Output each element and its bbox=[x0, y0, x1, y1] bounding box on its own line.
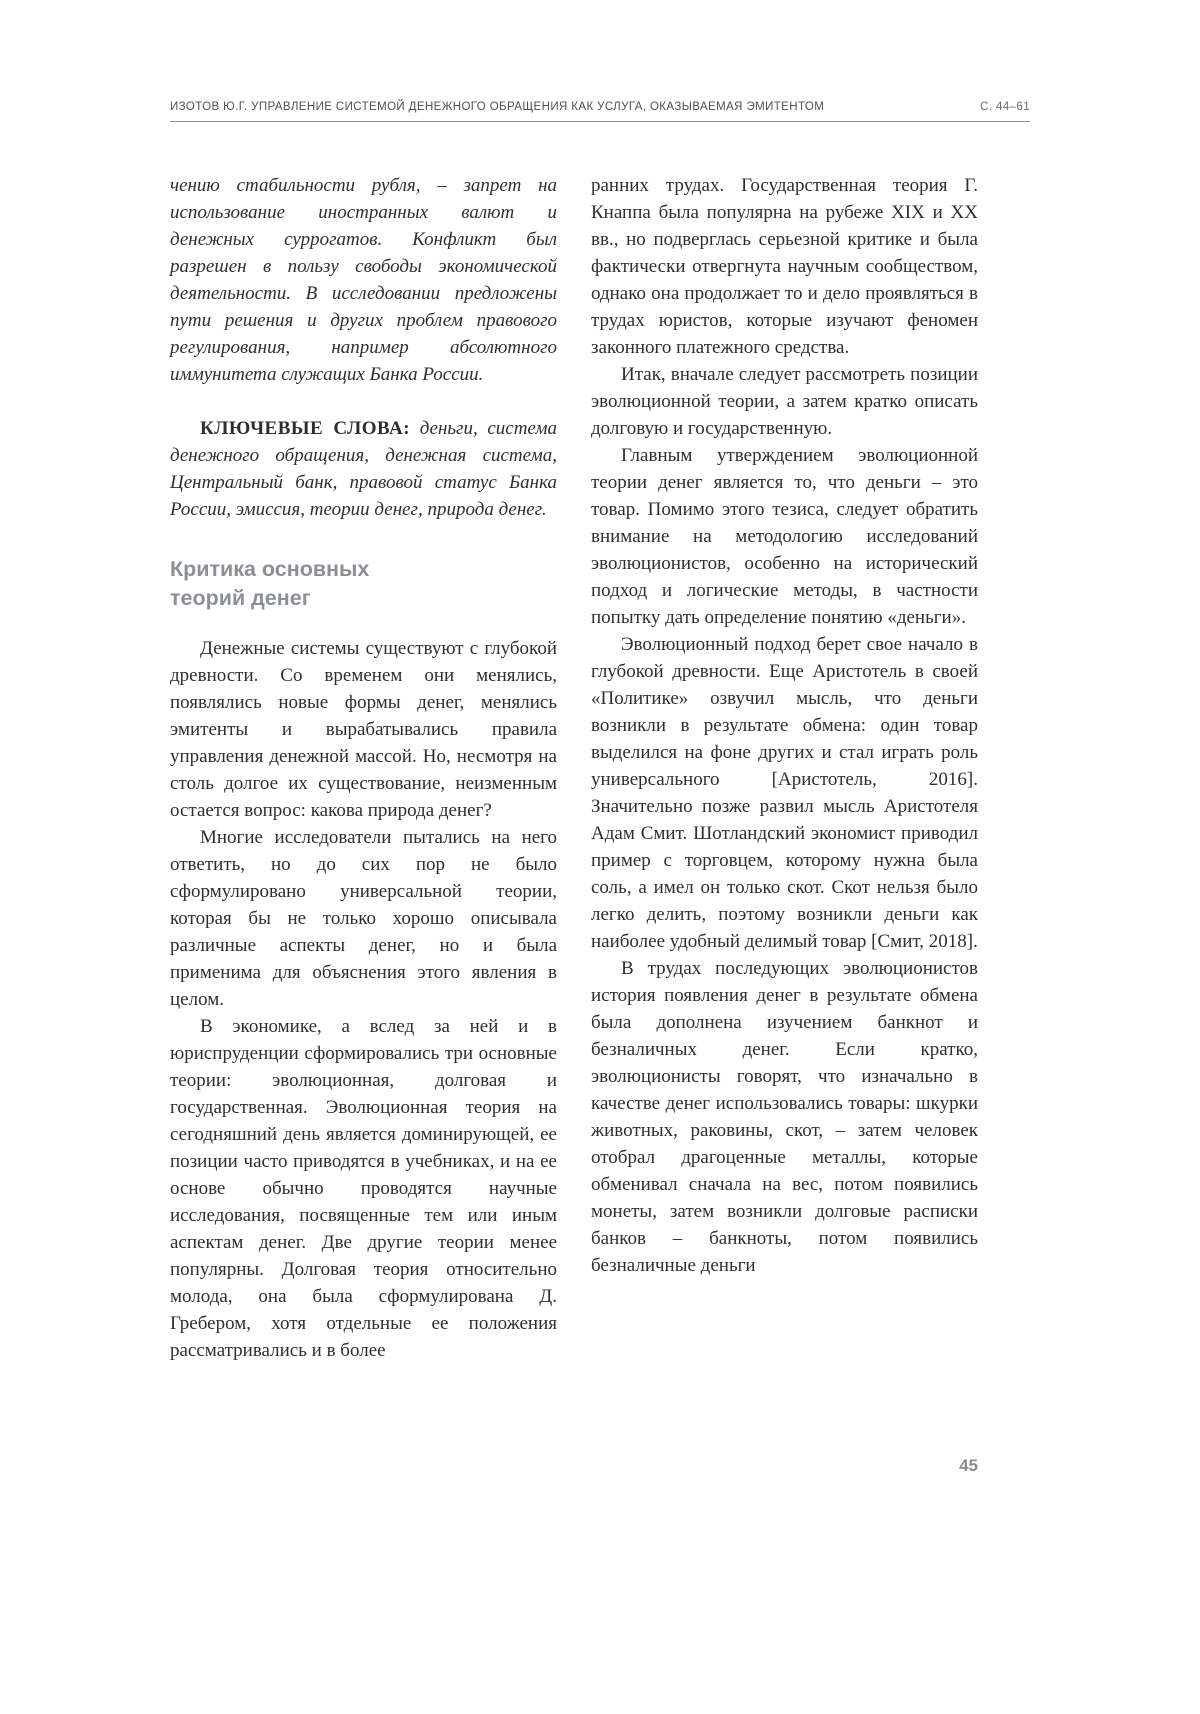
section-heading-line-2: теорий денег bbox=[170, 586, 311, 610]
paragraph: Эволюционный подход берет свое начало в глубокой древности. Еще Аристотель в своей «Политике» озвучил мысль, что деньги возникли в результате обмена: один товар выделился на фоне других и стал играть роль универсального [Аристотель, 2016]. Значительно позже развил мысль Аристотеля Адам Смит. Шотландский экономист приводил пример с торговцем, которому нужна была соль, а имел он только скот. Скот нельзя было легко делить, поэтому возникли деньги как наиболее удобный делимый товар [Смит, 2018]. bbox=[591, 634, 978, 952]
running-title: ИЗОТОВ Ю.Г. УПРАВЛЕНИЕ СИСТЕМОЙ ДЕНЕЖНОГО ОБРАЩЕНИЯ КАК УСЛУГА, ОКАЗЫВАЕМАЯ ЭМИТЕНТОМ bbox=[170, 101, 825, 113]
article-body bbox=[170, 172, 978, 1364]
paragraph: В трудах последующих эволюционистов история появления денег в результате обмена была дополнена изучением банкнот и безналичных денег. Если кратко, эволюционисты говорят, что изначально в качестве денег использовались товары: шкурки животных, раковины, скот, – затем человек отобрал драгоценные металлы, которые обменивал сначала на вес, потом появились монеты, затем возникли долговые расписки банков – банкноты, потом появились безналичные деньги bbox=[591, 958, 978, 1276]
paragraph: В экономике, а вслед за ней и в юриспруденции сформировались три основные теории: эволюционная, долговая и государственная. Эволюционная теория на сегодняшний день является доминирующей, ее позиции часто приводятся в учебниках, и на ее основе обычно проводятся научные исследования, посвященные тем или иным аспектам денег. Две другие теории менее популярны. Долговая теория относительно молода, она была сформулирована Д. Гребером, хотя отдельные ее положения рассматривались и в более bbox=[170, 1016, 557, 1361]
paragraph: Денежные системы существуют с глубокой древности. Со временем они менялись, появлялись новые формы денег, менялись эмитенты и вырабатывались правила управления денежной массой. Но, несмотря на столь долгое их существование, неизменным остается вопрос: какова природа денег? bbox=[170, 638, 557, 821]
page-number: 45 bbox=[959, 1456, 978, 1475]
page-range: С. 44–61 bbox=[980, 101, 1030, 113]
header-divider bbox=[170, 121, 1030, 122]
left-column bbox=[170, 172, 557, 1364]
keywords-text: деньги, система денежного обращения, денежная система, Центральный банк, правовой статус Банка России, эмиссия, теории денег, природа денег. bbox=[170, 418, 557, 520]
keywords-paragraph bbox=[170, 415, 557, 523]
keywords-label: КЛЮЧЕВЫЕ СЛОВА: bbox=[200, 418, 411, 439]
section-heading-line-1: Критика основных bbox=[170, 557, 370, 581]
section-heading bbox=[170, 555, 557, 613]
right-column bbox=[591, 172, 978, 1364]
paragraph: Многие исследователи пытались на него ответить, но до сих пор не было сформулировано универсальной теории, которая бы не только хорошо описывала различные аспекты денег, но и была применима для объяснения этого явления в целом. bbox=[170, 827, 557, 1010]
paragraph-continuation: чению стабильности рубля, – запрет на использование иностранных валют и денежных суррогатов. Конфликт был разрешен в пользу свободы экономической деятельности. В исследовании предложены пути решения и других проблем правового регулирования, например абсолютного иммунитета служащих Банка России. bbox=[170, 175, 557, 385]
paragraph-continuation: ранних трудах. Государственная теория Г. Кнаппа была популярна на рубеже XIX и XX вв., но подверглась серьезной критике и была фактически отвергнута научным сообществом, однако она продолжает то и дело проявляться в трудах юристов, которые изучают феномен законного платежного средства. bbox=[591, 175, 978, 358]
paragraph: Главным утверждением эволюционной теории денег является то, что деньги – это товар. Помимо этого тезиса, следует обратить внимание на методологию исследований эволюционистов, особенно на исторический подход и логические методы, в частности попытку дать определение понятию «деньги». bbox=[591, 445, 978, 628]
page-header bbox=[170, 101, 1030, 113]
paragraph: Итак, вначале следует рассмотреть позиции эволюционной теории, а затем кратко описать долговую и государственную. bbox=[591, 364, 978, 439]
